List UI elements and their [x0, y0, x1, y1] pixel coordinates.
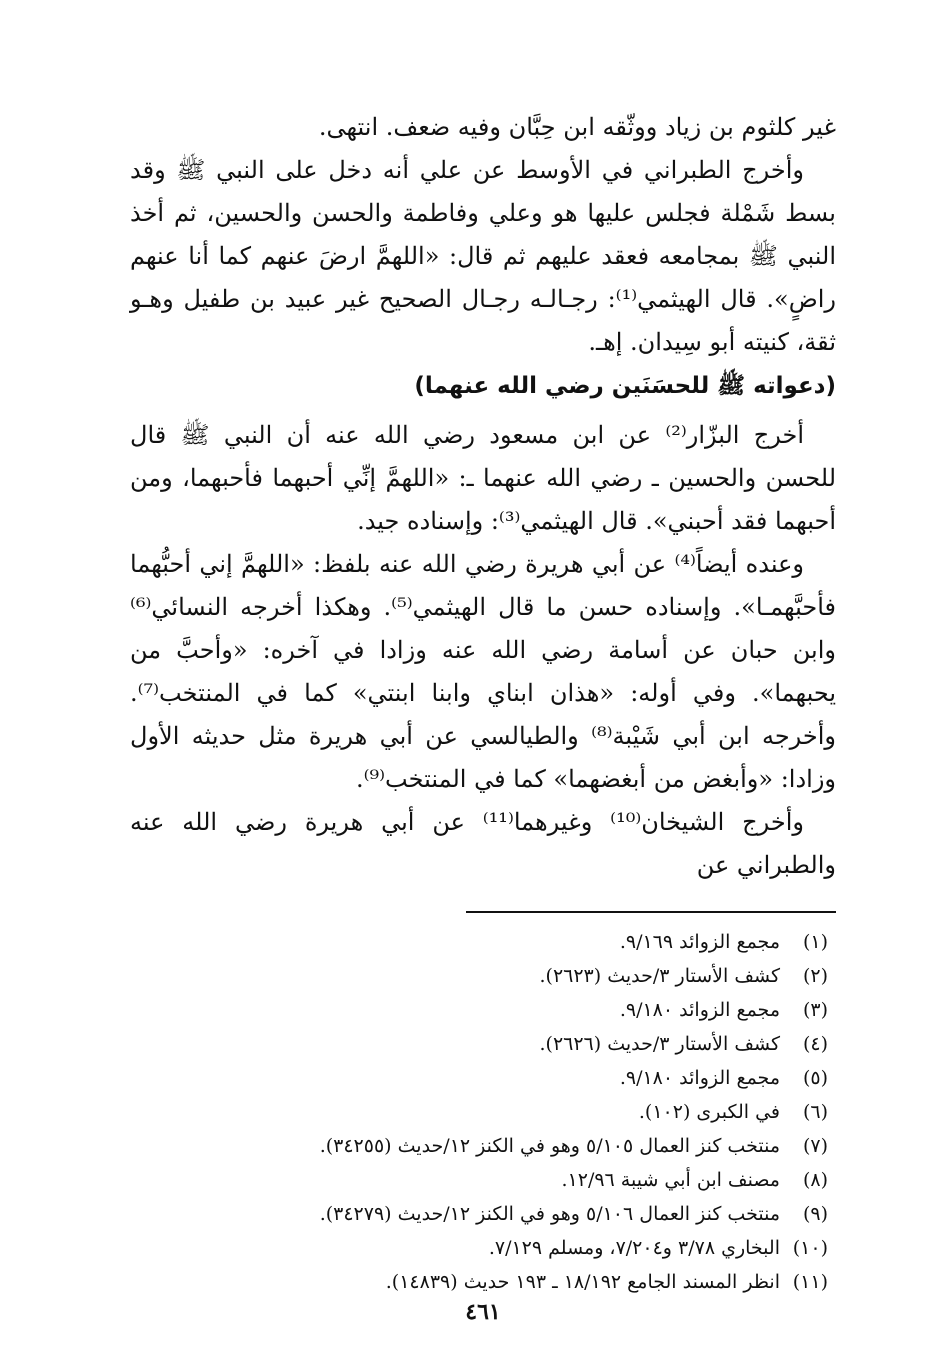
footnote-5 [130, 1061, 828, 1095]
footnote-number: (١١) [792, 1271, 828, 1293]
footnote-6 [130, 1095, 828, 1129]
footnote-text: مجمع الزوائد ٩/١٨٠. [619, 999, 780, 1021]
footnote-text: كشف الأستار ٣/حديث (٢٦٢٣). [539, 965, 780, 987]
footnote-number: (١) [802, 931, 828, 953]
paragraph-1: غير كلثوم بن زياد ووثّقه ابن حِبَّان وفيه ضعف. انتهى. [318, 113, 836, 141]
footnote-1 [130, 925, 828, 959]
footnote-text: انظر المسند الجامع ١٨/١٩٢ ـ ١٩٣ حديث (١٤٨٣٩). [385, 1271, 780, 1293]
footnote-divider [466, 911, 836, 913]
footnotes [130, 925, 836, 1299]
paragraph-5: وأخرج الشيخان⁽¹⁰⁾ وغيرهما⁽¹¹⁾ عن أبي هريرة رضي الله عنه والطبراني عن [130, 808, 836, 879]
document-page [130, 106, 836, 1325]
footnote-text: كشف الأستار ٣/حديث (٢٦٢٦). [539, 1033, 780, 1055]
section-heading: (دعواته ﷺ للحسَنَين رضي الله عنهما) [414, 373, 836, 399]
footnote-11 [130, 1265, 828, 1299]
footnote-number: (٥) [802, 1067, 828, 1089]
footnote-text: في الكبرى (١٠٢). [638, 1101, 780, 1123]
footnote-number: (٧) [802, 1135, 828, 1157]
footnote-8 [130, 1163, 828, 1197]
footnote-7 [130, 1129, 828, 1163]
footnote-number: (٣) [802, 999, 828, 1021]
footnote-number: (٦) [802, 1101, 828, 1123]
footnote-number: (٩) [802, 1203, 828, 1225]
footnote-2 [130, 959, 828, 993]
paragraph-4: وعنده أيضاً⁽⁴⁾ عن أبي هريرة رضي الله عنه بلفظ: «اللهمَّ إني أحبُّهما فأحبَّهمـا». وإسناده حسن ما قال الهيثمي⁽⁵⁾. وهكذا أخرجه النسائي⁽⁶⁾ وابن حبان عن أسامة رضي الله عنه وزادا في آخره: «وأحبَّ من يحبهما». وفي أوله: «هذان ابناي وابنا ابنتي» كما في المنتخب⁽⁷⁾. وأخرجه ابن أبي شَيْبة⁽⁸⁾ والطيالسي عن أبي هريرة مثل حديثه الأول وزادا: «وأبغض من أبغضهما» كما في المنتخب⁽⁹⁾. [130, 550, 836, 793]
footnote-text: مصنف ابن أبي شيبة ١٢/٩٦. [561, 1169, 780, 1191]
footnote-number: (٤) [802, 1033, 828, 1055]
main-text [130, 106, 836, 887]
footnote-9 [130, 1197, 828, 1231]
footnote-text: منتخب كنز العمال ٥/١٠٥ وهو في الكنز ١٢/حديث (٣٤٢٥٥). [319, 1135, 780, 1157]
footnote-10 [130, 1231, 828, 1265]
footnote-text: منتخب كنز العمال ٥/١٠٦ وهو في الكنز ١٢/حديث (٣٤٢٧٩). [319, 1203, 780, 1225]
footnote-3 [130, 993, 828, 1027]
footnote-number: (١٠) [792, 1237, 828, 1259]
footnote-4 [130, 1027, 828, 1061]
paragraph-2: وأخرج الطبراني في الأوسط عن علي أنه دخل على النبي ﷺ وقد بسط شَمْلة فجلس عليها هو وعلي وفاطمة والحسن والحسين، ثم أخذ النبي ﷺ بمجامعه فعقد عليهم ثم قال: «اللهمَّ ارضَ عنهم كما أنا عنهم راضٍ». قال الهيثمي⁽¹⁾: رجـالـه رجـال الصحيح غير عبيد بن طفيل وهـو ثقة، كنيته أبو سِيدان. إهـ. [130, 156, 836, 356]
footnote-text: مجمع الزوائد ٩/١٦٩. [619, 931, 780, 953]
footnote-text: مجمع الزوائد ٩/١٨٠. [619, 1067, 780, 1089]
footnote-number: (٢) [802, 965, 828, 987]
footnote-text: البخاري ٣/٧٨ و٧/٢٠٤، ومسلم ٧/١٢٩. [488, 1237, 780, 1259]
page-number: ٤٦١ [465, 1299, 501, 1325]
paragraph-3: أخرج البزّار⁽²⁾ عن ابن مسعود رضي الله عنه أن النبي ﷺ قال للحسن والحسين ـ رضي الله عنهما ـ: «اللهمَّ إنِّي أحبهما فأحبهما، ومن أحبهما فقد أحبني». قال الهيثمي⁽³⁾: وإسناده جيد. [130, 421, 836, 535]
footnote-number: (٨) [802, 1169, 828, 1191]
